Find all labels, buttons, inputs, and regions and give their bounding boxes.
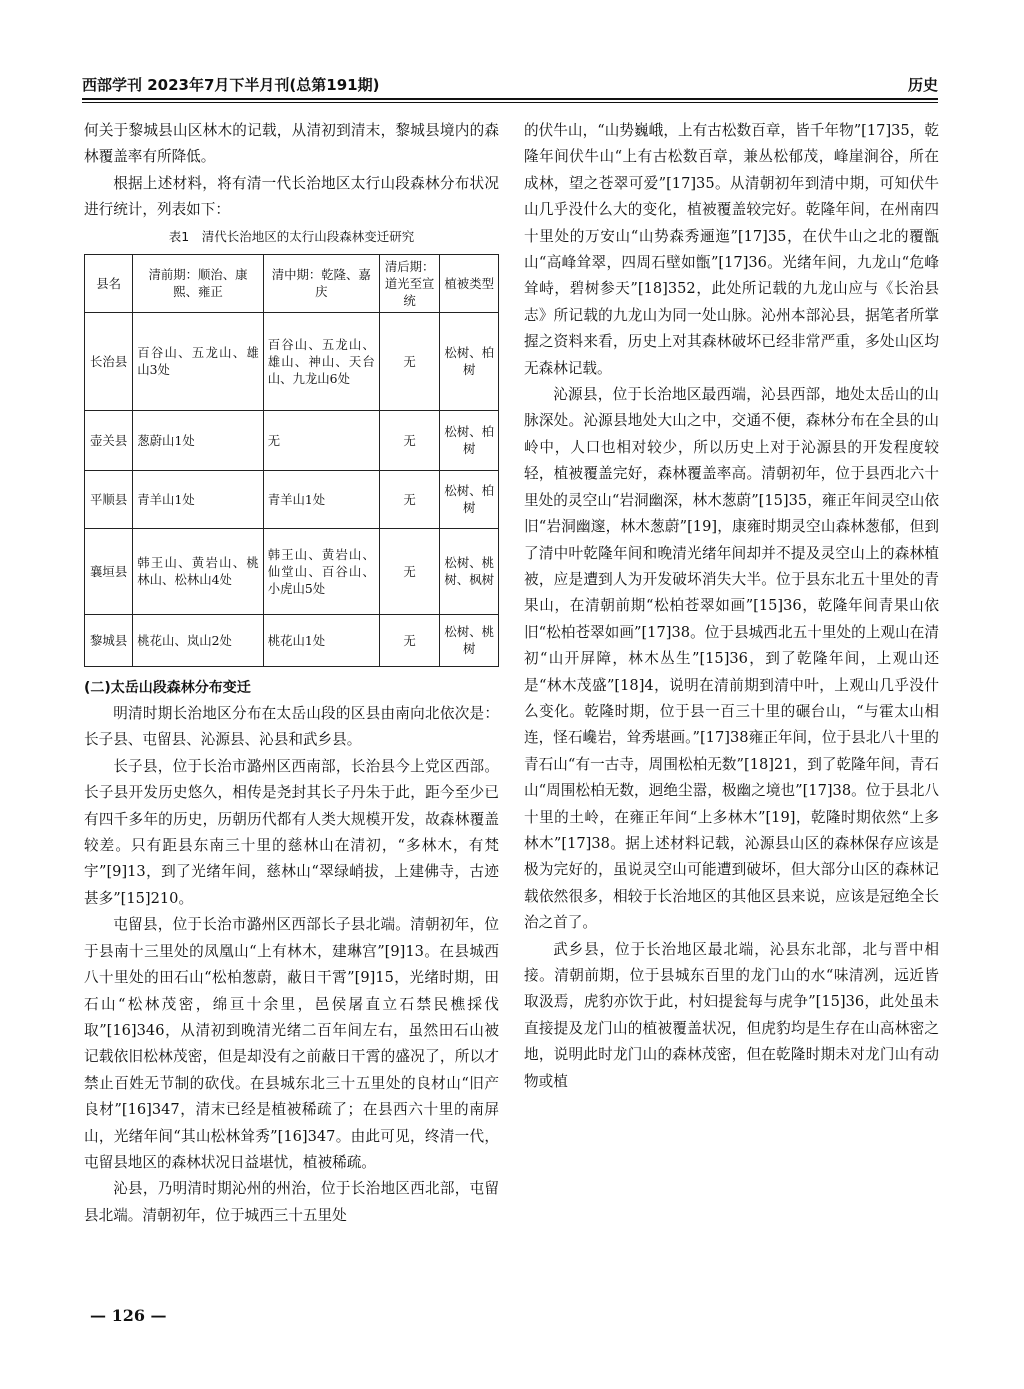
paragraph: 长子县，位于长治市潞州区西南部，长治县今上党区西部。长子县开发历史悠久，相传是尧封其长子丹朱于此，距今至少已有四千多年的历史，历朝历代都有人类大规模开发，故森林覆盖较差。只有距县东南三十里的慈林山在清初，“多林木，有梵宇”[9]13，到了光绪年间，慈林山“翠绿峭拔，上建佛寺，古迹甚多”[15]210。 [84, 757, 499, 907]
paragraph: 屯留县，位于长治市潞州区西部长子县北端。清朝初年，位于县南十三里处的凤凰山“上有林木，建琳宫”[9]13。在县城西八十里处的田石山“松柏葱蔚，蔽日干霄”[9]15，光绪时期，田石山“松林茂密，绵亘十余里，邑侯屠直立石禁民樵採伐取”[16]346，从清初到晚清光绪二百年间左右，虽然田石山被记载依旧松林茂密，但是却没有之前蔽日干霄的盛况了，所以才禁止百姓无节制的砍伐。在县城东北三十五里处的良材山“旧产良材”[16]347，清末已经是植被稀疏了；在县西六十里的南屏山，光绪年间“其山松林耸秀”[16]347。由此可见，终清一代，屯留县地区的森林状况日益堪忧，植被稀疏。 [84, 916, 499, 1171]
table-cell: 无 [263, 410, 379, 470]
table-header-cell: 县名 [85, 254, 133, 312]
table-cell: 松树、桃树、枫树 [440, 528, 499, 614]
table-cell: 壶关县 [85, 410, 133, 470]
table-cell: 无 [379, 614, 440, 666]
table-row [85, 614, 499, 666]
table-cell: 桃花山、岚山2处 [133, 614, 263, 666]
table-cell: 松树、柏树 [440, 312, 499, 410]
section-subheading: (二)太岳山段森林分布变迁 [84, 679, 251, 696]
paragraph: 的伏牛山，“山势巍峨，上有古松数百章，皆千年物”[17]35，乾隆年间伏牛山“上有古松数百章，兼丛松郁茂，峰崖涧谷，所在成林，望之苍翠可爱”[17]35。从清朝初年到清中期，可知伏牛山几乎没什么大的变化，植被覆盖较完好。乾隆年间，在州南四十里处的万安山“山势森秀逦迤”[17]35，在伏牛山之北的覆甑山“高峰耸翠，四周石壁如甑”[17]36。光绪年间，九龙山“危峰耸峙，碧树参天”[18]352，此处所记载的九龙山应与《长治县志》所记载的九龙山为同一处山脉。沁州本部沁县，据笔者所掌握之资料来看，历史上对其森林破坏已经非常严重，多处山区均无森林记载。 [524, 122, 939, 377]
table-row [85, 410, 499, 470]
table-cell: 黎城县 [85, 614, 133, 666]
table-row [85, 528, 499, 614]
paragraph: 明清时期长治地区分布在太岳山段的区县由南向北依次是：长子县、屯留县、沁源县、沁县和武乡县。 [84, 705, 499, 749]
table-cell: 松树、桃树 [440, 614, 499, 666]
running-header [82, 74, 938, 96]
left-column [84, 118, 499, 1229]
table-cell: 无 [379, 528, 440, 614]
table-cell: 百谷山、五龙山、雄山3处 [133, 312, 263, 410]
section-label: 历史 [907, 76, 938, 94]
table-cell: 平顺县 [85, 470, 133, 528]
table-caption: 表1 清代长治地区的太行山段森林变迁研究 [168, 228, 415, 244]
table-cell: 无 [379, 410, 440, 470]
table-cell: 无 [379, 312, 440, 410]
right-column [524, 118, 939, 1095]
table-header-cell: 清中期：乾隆、嘉庆 [263, 254, 379, 312]
header-rule [82, 98, 938, 100]
page-number: — 126 — [90, 1306, 167, 1325]
journal-title: 西部学刊 2023年7月下半月刊(总第191期) [82, 76, 380, 94]
paragraph: 沁源县，位于长治地区最西端，沁县西部，地处太岳山的山脉深处。沁源县地处大山之中，交通不便，森林分布在全县的山岭中，人口也相对较少，所以历史上对于沁源县的开发程度较轻，植被覆盖完好，森林覆盖率高。清朝初年，位于县西北六十里处的灵空山“岩洞幽深，林木葱蔚”[15]35，雍正年间灵空山依旧“岩洞幽邃，林木葱蔚”[19]，康雍时期灵空山森林葱郁，但到了清中叶乾隆年间和晚清光绪年间却并不提及灵空山上的森林植被，应是遭到人为开发破坏消失大半。位于县东北五十里处的青果山，在清朝前期“松柏苍翠如画”[15]36，乾隆年间青果山依旧“松柏苍翠如画”[17]38。位于县城西北五十里处的上观山在清初“山开屏障，林木丛生”[15]36，到了乾隆年间，上观山还是“林木茂盛”[18]4，说明在清前期到清中叶，上观山几乎没什么变化。乾隆时期，位于县一百三十里的碾台山，“与霍太山相连，怪石巉岩，耸秀堪画。”[17]38雍正年间，位于县北八十里的青石山“有一古寺，周围松柏无数”[18]21，到了乾隆年间，青石山“周围松柏无数，迥绝尘嚣，极幽之境也”[17]38。位于县北八十里的土岭，在雍正年间“上多林木”[19]，乾隆时期依然“上多林木”[17]38。据上述材料记载，沁源县山区的森林保存应该是极为完好的，虽说灵空山可能遭到破坏，但大部分山区的森林记载依然很多，相较于长治地区的其他区县来说，应该是冠绝全长治之首了。 [524, 386, 939, 932]
paragraph: 何关于黎城县山区林木的记载，从清初到清末，黎城县境内的森林覆盖率有所降低。 [84, 122, 499, 166]
table-cell: 襄垣县 [85, 528, 133, 614]
table-header-row [85, 254, 499, 312]
table-cell: 青羊山1处 [263, 470, 379, 528]
table-row [85, 312, 499, 410]
forest-table [84, 254, 499, 667]
paragraph: 武乡县，位于长治地区最北端，沁县东北部，北与晋中相接。清朝前期，位于县城东百里的龙门山的水“味清冽，远近皆取汲焉，虎豹亦饮于此，村妇提瓮每与虎争”[15]36，此处虽未直接提及龙门山的植被覆盖状况，但虎豹均是生存在山高林密之地，说明此时龙门山的森林茂密，但在乾隆时期未对龙门山有动物或植 [524, 940, 939, 1090]
table-header-cell: 植被类型 [440, 254, 499, 312]
table-cell: 松树、柏树 [440, 470, 499, 528]
table-cell: 无 [379, 470, 440, 528]
table-cell: 桃花山1处 [263, 614, 379, 666]
header-rule-thin [82, 102, 938, 103]
table-cell: 长治县 [85, 312, 133, 410]
table-row [85, 470, 499, 528]
table-cell: 韩王山、黄岩山、仙堂山、百谷山、小虎山5处 [263, 528, 379, 614]
paragraph: 沁县，乃明清时期沁州的州治，位于长治地区西北部，屯留县北端。清朝初年，位于城西三十五里处 [84, 1180, 499, 1224]
table-cell: 韩王山、黄岩山、桃林山、松林山4处 [133, 528, 263, 614]
table-cell: 松树、柏树 [440, 410, 499, 470]
table-header-cell: 清前期：顺治、康熙、雍正 [133, 254, 263, 312]
table-cell: 青羊山1处 [133, 470, 263, 528]
table-header-cell: 清后期：道光至宣统 [379, 254, 440, 312]
table-cell: 葱蔚山1处 [133, 410, 263, 470]
table-cell: 百谷山、五龙山、雄山、神山、天台山、九龙山6处 [263, 312, 379, 410]
paragraph: 根据上述材料，将有清一代长治地区太行山段森林分布状况进行统计，列表如下： [84, 174, 499, 219]
